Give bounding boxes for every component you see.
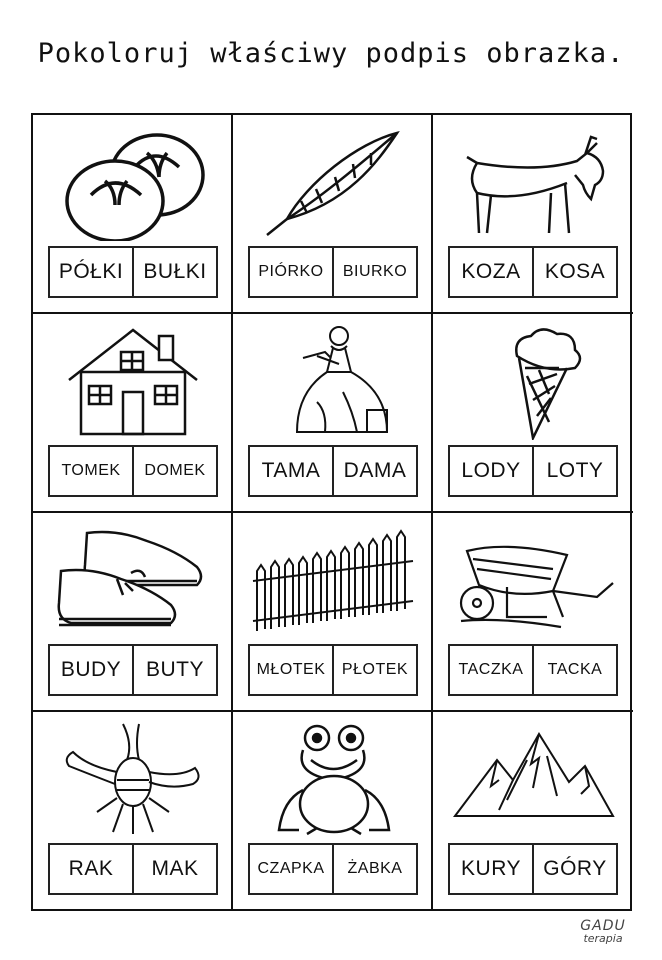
card-piorko bbox=[233, 115, 433, 314]
wheelbarrow-icon bbox=[447, 521, 619, 639]
word-option-right[interactable]: MAK bbox=[151, 857, 199, 880]
answer-pair bbox=[48, 445, 218, 497]
shoes-icon bbox=[47, 521, 219, 639]
card-koza bbox=[433, 115, 633, 314]
answer-pair bbox=[48, 644, 218, 696]
word-option-left[interactable]: KURY bbox=[450, 845, 534, 893]
card-lody bbox=[433, 314, 633, 513]
mountains-icon bbox=[447, 720, 619, 838]
page-title: Pokoloruj właściwy podpis obrazka. bbox=[37, 38, 625, 69]
word-option-right[interactable]: PŁOTEK bbox=[341, 661, 409, 678]
answer-pair bbox=[448, 445, 618, 497]
gadu-terapia-logo bbox=[568, 918, 638, 945]
word-option-left[interactable]: KOZA bbox=[450, 248, 534, 296]
word-option-right[interactable]: LOTY bbox=[546, 459, 604, 482]
ice-cream-icon bbox=[447, 322, 619, 440]
frog-icon bbox=[247, 720, 419, 838]
word-option-left[interactable]: MŁOTEK bbox=[250, 646, 334, 694]
card-domek bbox=[33, 314, 233, 513]
card-plotek bbox=[233, 513, 433, 712]
answer-pair bbox=[48, 843, 218, 895]
answer-pair bbox=[248, 445, 418, 497]
card-dama bbox=[233, 314, 433, 513]
answer-pair bbox=[248, 246, 418, 298]
word-option-right[interactable]: ŻABKA bbox=[347, 860, 403, 877]
answer-pair bbox=[248, 843, 418, 895]
word-option-left[interactable]: PÓŁKI bbox=[50, 248, 134, 296]
answer-pair bbox=[248, 644, 418, 696]
word-option-left[interactable]: TOMEK bbox=[50, 447, 134, 495]
answer-pair bbox=[448, 246, 618, 298]
card-rak bbox=[33, 712, 233, 911]
card-buty bbox=[33, 513, 233, 712]
feather-icon bbox=[247, 123, 419, 241]
logo-line-2: terapia bbox=[583, 932, 623, 945]
answer-pair bbox=[48, 246, 218, 298]
house-icon bbox=[47, 322, 219, 440]
answer-pair bbox=[448, 644, 618, 696]
crayfish-icon bbox=[47, 720, 219, 838]
bread-rolls-icon bbox=[47, 123, 219, 241]
word-option-right[interactable]: KOSA bbox=[544, 260, 606, 283]
worksheet-grid bbox=[31, 113, 632, 911]
logo-line-1: GADU bbox=[580, 918, 626, 934]
word-option-left[interactable]: TAMA bbox=[250, 447, 334, 495]
word-option-right[interactable]: DOMEK bbox=[144, 462, 206, 479]
word-option-right[interactable]: DAMA bbox=[343, 459, 407, 482]
word-option-left[interactable]: LODY bbox=[450, 447, 534, 495]
word-option-right[interactable]: BUTY bbox=[145, 658, 204, 681]
word-option-right[interactable]: BIURKO bbox=[342, 263, 408, 280]
fence-icon bbox=[247, 521, 419, 639]
lady-icon bbox=[247, 322, 419, 440]
word-option-left[interactable]: CZAPKA bbox=[250, 845, 334, 893]
goat-icon bbox=[447, 123, 619, 241]
word-option-right[interactable]: BUŁKI bbox=[143, 260, 207, 283]
word-option-right[interactable]: TACKA bbox=[547, 661, 603, 678]
card-zabka bbox=[233, 712, 433, 911]
word-option-left[interactable]: PIÓRKO bbox=[250, 248, 334, 296]
word-option-left[interactable]: BUDY bbox=[50, 646, 134, 694]
word-option-right[interactable]: GÓRY bbox=[543, 857, 607, 880]
card-gory bbox=[433, 712, 633, 911]
card-taczka bbox=[433, 513, 633, 712]
word-option-left[interactable]: RAK bbox=[50, 845, 134, 893]
word-option-left[interactable]: TACZKA bbox=[450, 646, 534, 694]
card-bulki bbox=[33, 115, 233, 314]
answer-pair bbox=[448, 843, 618, 895]
